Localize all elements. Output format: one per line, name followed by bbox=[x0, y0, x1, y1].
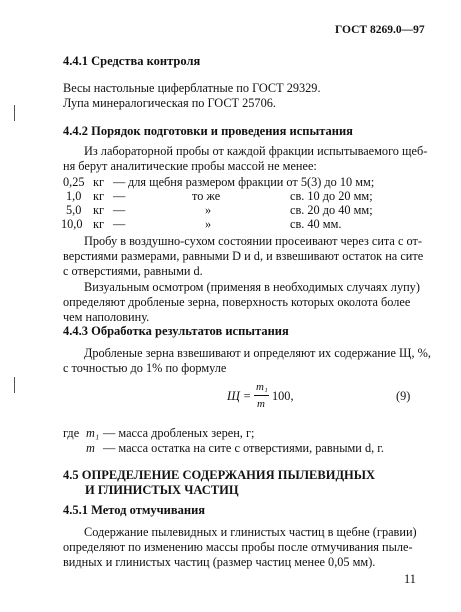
s451-line1: Содержание пылевидных и глинистых частиц в щебне (гравии) bbox=[84, 525, 417, 539]
s442-p2-line2: верстиями размерами, равными D и d, и взвешивают остаток на сите bbox=[63, 249, 424, 263]
where-text: — масса остатка на сите с отверстиями, равными d, г. bbox=[103, 441, 384, 455]
formula-numerator: m₁ bbox=[256, 381, 268, 393]
s443-p1-line2: с точностью до 1% по формуле bbox=[63, 361, 227, 375]
margin-mark bbox=[14, 105, 15, 121]
formula-denominator: m bbox=[257, 398, 265, 410]
mass-unit: кг bbox=[93, 203, 105, 217]
mass-unit: кг bbox=[93, 175, 105, 189]
formula-number: (9) bbox=[396, 389, 411, 403]
s442-p2-line3: с отверстиями, равными d. bbox=[63, 264, 203, 278]
mass-unit: кг bbox=[93, 189, 105, 203]
mass-desc: » bbox=[205, 217, 212, 231]
page-number: 11 bbox=[404, 572, 416, 586]
s442-p3-line2: определяют дробленые зерна, поверхность которых околота более bbox=[63, 295, 411, 309]
mass-value: 1,0 bbox=[66, 189, 82, 203]
s451-line3: видных и глинистых частиц (размер частиц менее 0,05 мм). bbox=[63, 555, 376, 569]
mass-size: св. 40 мм. bbox=[290, 217, 342, 231]
where-text: — масса дробленых зерен, г; bbox=[103, 426, 255, 440]
section-443-title: 4.4.3 Обработка результатов испытания bbox=[63, 324, 289, 338]
section-441-title: 4.4.1 Средства контроля bbox=[63, 54, 201, 68]
mass-size: св. 10 до 20 мм; bbox=[290, 189, 373, 203]
s441-line2: Лупа минералогическая по ГОСТ 25706. bbox=[63, 96, 276, 110]
s442-intro-2: ня берут аналитические пробы массой не менее: bbox=[63, 159, 317, 173]
mass-desc: то же bbox=[192, 189, 221, 203]
where-symbol: m bbox=[86, 441, 95, 455]
mass-value: 10,0 bbox=[61, 217, 83, 231]
mass-value: 5,0 bbox=[66, 203, 82, 217]
mass-value: 0,25 bbox=[63, 175, 85, 189]
formula-rest: 100, bbox=[272, 389, 294, 403]
section-451-title: 4.5.1 Метод отмучивания bbox=[63, 503, 206, 517]
s441-line1: Весы настольные циферблатные по ГОСТ 29329. bbox=[63, 81, 321, 95]
formula-lhs: Щ = bbox=[227, 389, 252, 403]
s442-p2-line1: Пробу в воздушно-сухом состоянии просеивают через сита с от- bbox=[84, 234, 422, 248]
standard-header: ГОСТ 8269.0—97 bbox=[335, 24, 425, 36]
where-symbol: m₁ bbox=[86, 426, 100, 440]
mass-dash: — bbox=[113, 175, 126, 189]
mass-desc: » bbox=[205, 203, 212, 217]
s442-p3-line1: Визуальным осмотром (применяя в необходимых случаях лупу) bbox=[84, 280, 420, 294]
mass-dash: — bbox=[113, 217, 126, 231]
mass-desc: для щебня размером фракции от 5(3) до 10 мм; bbox=[128, 175, 375, 189]
margin-mark bbox=[14, 377, 15, 393]
s442-intro-1: Из лабораторной пробы от каждой фракции испытываемого щеб- bbox=[84, 144, 428, 158]
s443-p1-line1: Дробленые зерна взвешивают и определяют их содержание Щ, %, bbox=[84, 346, 431, 360]
s451-line2: определяют по изменению массы пробы после отмучивания пыле- bbox=[63, 540, 413, 554]
section-45-title-line2: И ГЛИНИСТЫХ ЧАСТИЦ bbox=[85, 483, 239, 497]
mass-dash: — bbox=[113, 203, 126, 217]
mass-size: св. 20 до 40 мм; bbox=[290, 203, 373, 217]
section-442-title: 4.4.2 Порядок подготовки и проведения испытания bbox=[63, 124, 353, 138]
s442-p3-line3: чем наполовину. bbox=[63, 310, 150, 324]
where-word: где bbox=[63, 426, 80, 440]
mass-dash: — bbox=[113, 189, 126, 203]
section-45-title-line1: 4.5 ОПРЕДЕЛЕНИЕ СОДЕРЖАНИЯ ПЫЛЕВИДНЫХ bbox=[63, 468, 376, 482]
mass-unit: кг bbox=[93, 217, 105, 231]
